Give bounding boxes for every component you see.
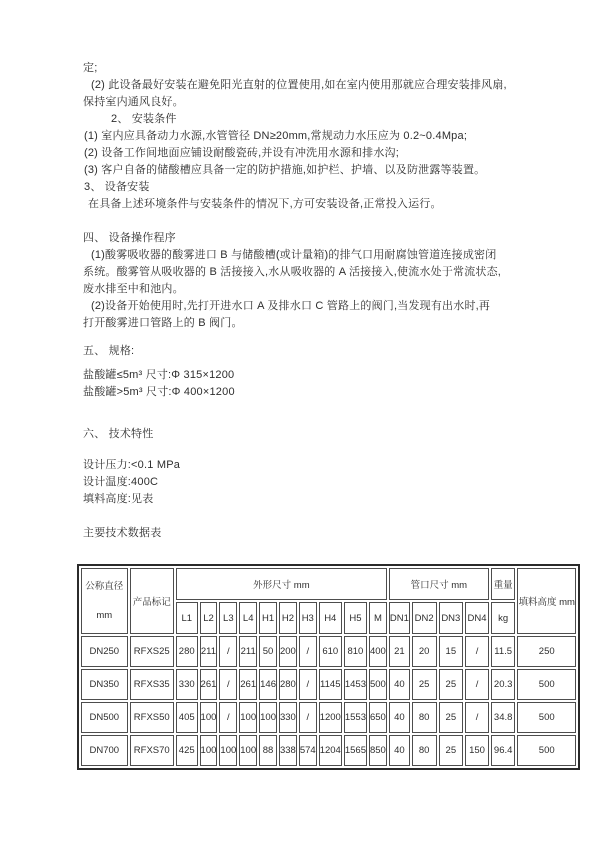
header-dim: H2 [279, 602, 297, 634]
doc-line: (2)设备开始使用时,先打开进水口 A 及排水口 C 管路上的阀门,当发现有出水时,再 [91, 300, 491, 312]
cell-packing-height: 500 [517, 669, 576, 700]
header-port: DN3 [439, 602, 464, 634]
cell-dim: 88 [259, 735, 277, 766]
cell-dim: 425 [176, 735, 198, 766]
cell-dim: / [219, 636, 237, 667]
section-heading-technical-characteristics: 六、 技术特性 [83, 428, 154, 440]
cell-dn: DN350 [81, 669, 128, 700]
cell-dim: 100 [239, 702, 257, 733]
cell-dim: 1204 [319, 735, 342, 766]
doc-line: 在具备上述环境条件与安装条件的情况下,方可安装设备,正常投入运行。 [88, 198, 442, 210]
cell-port: 21 [389, 636, 410, 667]
cell-port: 25 [439, 669, 464, 700]
cell-dim: 100 [259, 702, 277, 733]
cell-port: 80 [412, 735, 437, 766]
section-heading-equipment-install: 3、 设备安装 [84, 181, 150, 193]
table-row [81, 702, 576, 733]
doc-line: (1)酸雾吸收器的酸雾进口 B 与储酸槽(或计量箱)的排气口用耐腐蚀管道连接成密闭 [91, 249, 497, 261]
cell-port: 80 [412, 702, 437, 733]
header-dim: L2 [200, 602, 218, 634]
header-dim: L4 [239, 602, 257, 634]
cell-dim: 100 [200, 735, 218, 766]
spec-line: 盐酸罐>5m³ 尺寸:Φ 400×1200 [83, 386, 235, 398]
header-port: DN1 [389, 602, 410, 634]
cell-weight: 34.8 [491, 702, 516, 733]
header-packing-height: 填料高度 mm [517, 568, 576, 634]
cell-dn: DN500 [81, 702, 128, 733]
table-header-group-row [81, 568, 576, 600]
header-dim: H1 [259, 602, 277, 634]
cell-dim: 1145 [319, 669, 342, 700]
cell-weight: 20.3 [491, 669, 516, 700]
cell-dim: / [299, 669, 317, 700]
cell-dim: / [299, 636, 317, 667]
header-port: DN2 [412, 602, 437, 634]
cell-dim: 650 [369, 702, 387, 733]
cell-weight: 11.5 [491, 636, 516, 667]
table-row [81, 669, 576, 700]
header-nominal-diameter-label: 公称直径 [85, 580, 124, 592]
table-caption: 主要技术数据表 [83, 527, 162, 539]
header-dim: M [369, 602, 387, 634]
header-outer-dimensions-group: 外形尺寸 mm [176, 568, 387, 600]
cell-weight: 96.4 [491, 735, 516, 766]
table-row [81, 735, 576, 766]
doc-line: 系统。酸雾管从吸收器的 B 活接接入,水从吸收器的 A 活接接入,使流水处于常流状态, [83, 266, 502, 278]
cell-port: 150 [465, 735, 489, 766]
cell-dim: 574 [299, 735, 317, 766]
header-nominal-diameter-unit: mm [96, 610, 113, 621]
header-weight-unit: kg [491, 602, 516, 634]
cell-port: / [465, 702, 489, 733]
header-dim: H3 [299, 602, 317, 634]
doc-line: (3) 客户自备的储酸槽应具备一定的防护措施,如护栏、护墙、以及防泄露等装置。 [84, 164, 486, 176]
doc-line: 打开酸雾进口管路上的 B 阀门。 [83, 317, 243, 329]
header-dim: L1 [176, 602, 198, 634]
cell-product-mark: RFXS25 [130, 636, 174, 667]
cell-port: 40 [389, 669, 410, 700]
header-weight: 重量 [491, 568, 516, 600]
cell-dim: 850 [369, 735, 387, 766]
spec-line: 盐酸罐≤5m³ 尺寸:Φ 315×1200 [83, 369, 235, 381]
header-port: DN4 [465, 602, 489, 634]
spec-line: 设计温度:400C [83, 476, 159, 488]
cell-port: 15 [439, 636, 464, 667]
cell-product-mark: RFXS50 [130, 702, 174, 733]
technical-data-table [77, 564, 580, 770]
cell-port: 40 [389, 702, 410, 733]
doc-line: 定; [83, 62, 98, 74]
section-heading-install-conditions: 2、 安装条件 [111, 113, 177, 125]
cell-dim: / [219, 702, 237, 733]
header-dim: L3 [219, 602, 237, 634]
cell-dim: 211 [200, 636, 218, 667]
cell-dim: 100 [200, 702, 218, 733]
cell-dim: 1453 [344, 669, 367, 700]
table-row [81, 636, 576, 667]
doc-line: (2) 此设备最好安装在避免阳光直射的位置使用,如在室内使用那就应合理安装排风扇, [91, 79, 507, 91]
cell-dim: / [219, 669, 237, 700]
header-dim: H4 [319, 602, 342, 634]
cell-product-mark: RFXS70 [130, 735, 174, 766]
cell-dim: 338 [279, 735, 297, 766]
doc-line: (1) 室内应具备动力水源,水管管径 DN≥20mm,常规动力水压应为 0.2~0.4Mpa; [84, 130, 468, 142]
cell-dim: 1565 [344, 735, 367, 766]
cell-port: 25 [439, 735, 464, 766]
section-heading-operation-procedure: 四、 设备操作程序 [83, 232, 176, 244]
spec-line: 设计压力:<0.1 MPa [83, 459, 181, 471]
cell-dim: 200 [279, 636, 297, 667]
cell-dim: 405 [176, 702, 198, 733]
cell-dim: 50 [259, 636, 277, 667]
cell-dim: 1200 [319, 702, 342, 733]
cell-dim: 810 [344, 636, 367, 667]
cell-dim: 330 [176, 669, 198, 700]
doc-line: 废水排至中和池内。 [83, 283, 184, 295]
cell-port: 25 [412, 669, 437, 700]
cell-port: 20 [412, 636, 437, 667]
section-heading-specifications: 五、 规格: [83, 345, 135, 357]
cell-product-mark: RFXS35 [130, 669, 174, 700]
cell-dim: 280 [279, 669, 297, 700]
cell-dn: DN700 [81, 735, 128, 766]
cell-dim: 100 [219, 735, 237, 766]
cell-port: / [465, 636, 489, 667]
cell-dim: 500 [369, 669, 387, 700]
cell-packing-height: 250 [517, 636, 576, 667]
cell-port: 40 [389, 735, 410, 766]
header-nominal-diameter [81, 568, 128, 634]
header-product-mark: 产品标记 [130, 568, 174, 634]
cell-dim: 330 [279, 702, 297, 733]
cell-dim: 400 [369, 636, 387, 667]
cell-packing-height: 500 [517, 735, 576, 766]
cell-dim: 280 [176, 636, 198, 667]
cell-dim: 261 [200, 669, 218, 700]
cell-dim: 146 [259, 669, 277, 700]
cell-dim: 261 [239, 669, 257, 700]
header-port-dimensions-group: 管口尺寸 mm [389, 568, 489, 600]
cell-dim: 610 [319, 636, 342, 667]
cell-dn: DN250 [81, 636, 128, 667]
cell-port: 25 [439, 702, 464, 733]
cell-dim: / [299, 702, 317, 733]
cell-packing-height: 500 [517, 702, 576, 733]
cell-dim: 1553 [344, 702, 367, 733]
cell-dim: 100 [239, 735, 257, 766]
cell-port: / [465, 669, 489, 700]
spec-line: 填料高度:见表 [83, 493, 154, 505]
cell-dim: 211 [239, 636, 257, 667]
doc-line: 保持室内通风良好。 [83, 96, 184, 108]
header-dim: H5 [344, 602, 367, 634]
doc-line: (2) 设备工作间地面应铺设耐酸瓷砖,并设有冲洗用水源和排水沟; [84, 147, 400, 159]
